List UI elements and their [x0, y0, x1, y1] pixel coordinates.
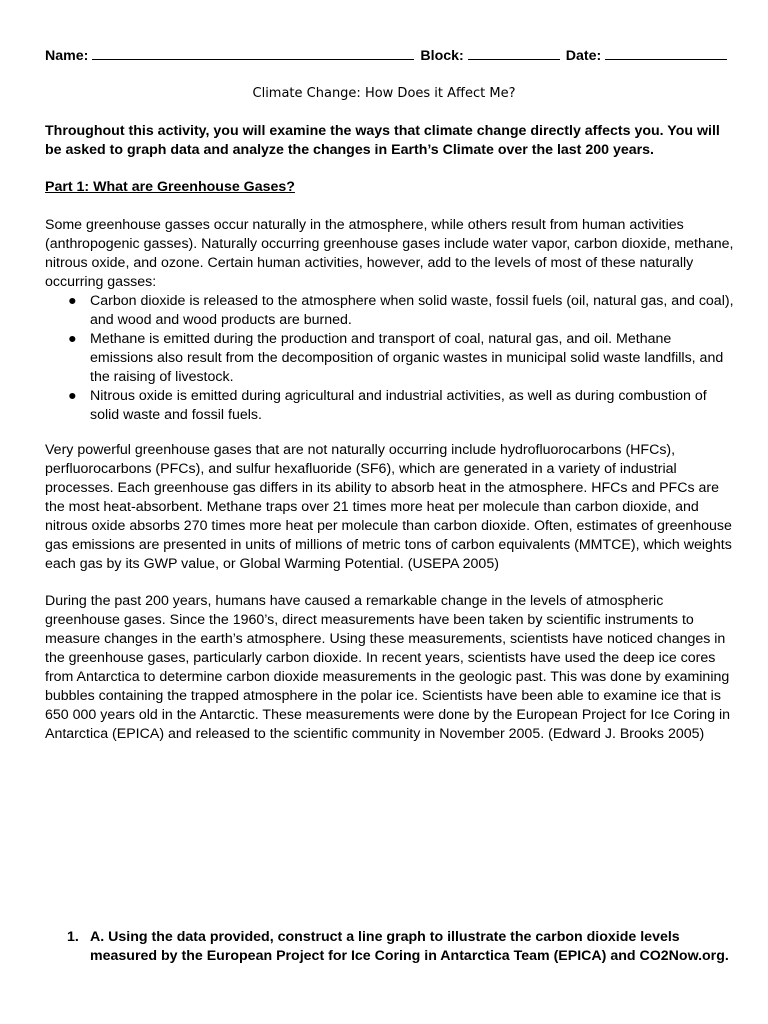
gas-sources-list [45, 292, 735, 425]
question-text: A. Using the data provided, construct a line graph to illustrate the carbon dioxide levels measured by the European Project for Ice Coring in Antarctica Team (EPICA) and CO2Now.org. [90, 929, 729, 964]
intro-text: Throughout this activity, you will examine the ways that climate change directly affects you. You will be asked to graph data and analyze the changes in Earth’s Climate over the last 200 years. [45, 123, 720, 158]
question-1 [67, 928, 737, 966]
part1-paragraph-1 [45, 216, 735, 425]
list-item: ● Carbon dioxide is released to the atmosphere when solid waste, fossil fuels (oil, natural gas, and coal), and wood and wood products are burned. [68, 293, 734, 328]
paragraph-1-text: Some greenhouse gasses occur naturally in the atmosphere, while others result from human activities (anthropogenic gasses). Naturally occurring greenhouse gases include water vapor, carbon dioxide, methane, nitrous oxide, and ozone. Certain human activities, however, add to the levels of most of these naturally occurring gasses: [45, 217, 734, 290]
block-label: Block: [420, 48, 464, 64]
name-label: Name: [45, 48, 89, 64]
name-blank[interactable] [92, 46, 414, 60]
list-item: ● Nitrous oxide is emitted during agricultural and industrial activities, as well as during combustion of solid waste and fossil fuels. [68, 388, 707, 423]
list-item: ● Methane is emitted during the production and transport of coal, natural gas, and oil. Methane emissions also result from the decomposition of organic wastes in municipal solid waste landfills, and the raising of livestock. [68, 331, 724, 385]
bullet-icon: ● [68, 293, 77, 309]
part1-heading: Part 1: What are Greenhouse Gases? [45, 179, 295, 195]
date-label: Date: [565, 48, 602, 64]
question-number: 1. [67, 929, 79, 945]
bullet-icon: ● [68, 388, 77, 404]
bullet-icon: ● [68, 331, 77, 347]
date-blank[interactable] [605, 46, 727, 60]
worksheet-title: Climate Change: How Does it Affect Me? [252, 86, 516, 101]
student-info-header [45, 46, 733, 64]
block-blank[interactable] [468, 46, 560, 60]
part1-paragraph-3: During the past 200 years, humans have caused a remarkable change in the levels of atmospheric greenhouse gases. Since the 1960’s, direct measurements have been taken by scientific instruments to measure changes in the earth’s atmosphere. Using these measurements, scientists have noticed changes in the greenhouse gases, particularly carbon dioxide. In recent years, scientists have used the deep ice cores from Antarctica to determine carbon dioxide measurements in the geologic past. This was done by examining bubbles containing the trapped atmosphere in the polar ice. Scientists have been able to examine ice that is 650 000 years old in the Antarctic. These measurements were done by the European Project for Ice Coring in Antarctica (EPICA) and released to the scientific community in November 2005. (Edward J. Brooks 2005) [45, 593, 731, 742]
part1-paragraph-2: Very powerful greenhouse gases that are not naturally occurring include hydrofluorocarbons (HFCs), perfluorocarbons (PFCs), and sulfur hexafluoride (SF6), which are generated in a variety of industrial processes. Each greenhouse gas differs in its ability to absorb heat in the atmosphere. HFCs and PFCs are the most heat-absorbent. Methane traps over 21 times more heat per molecule than carbon dioxide, and nitrous oxide absorbs 270 times more heat per molecule than carbon dioxide. Often, estimates of greenhouse gas emissions are presented in units of millions of metric tons of carbon equivalents (MMTCE), which weights each gas by its GWP value, or Global Warming Potential. (USEPA 2005) [45, 442, 732, 572]
